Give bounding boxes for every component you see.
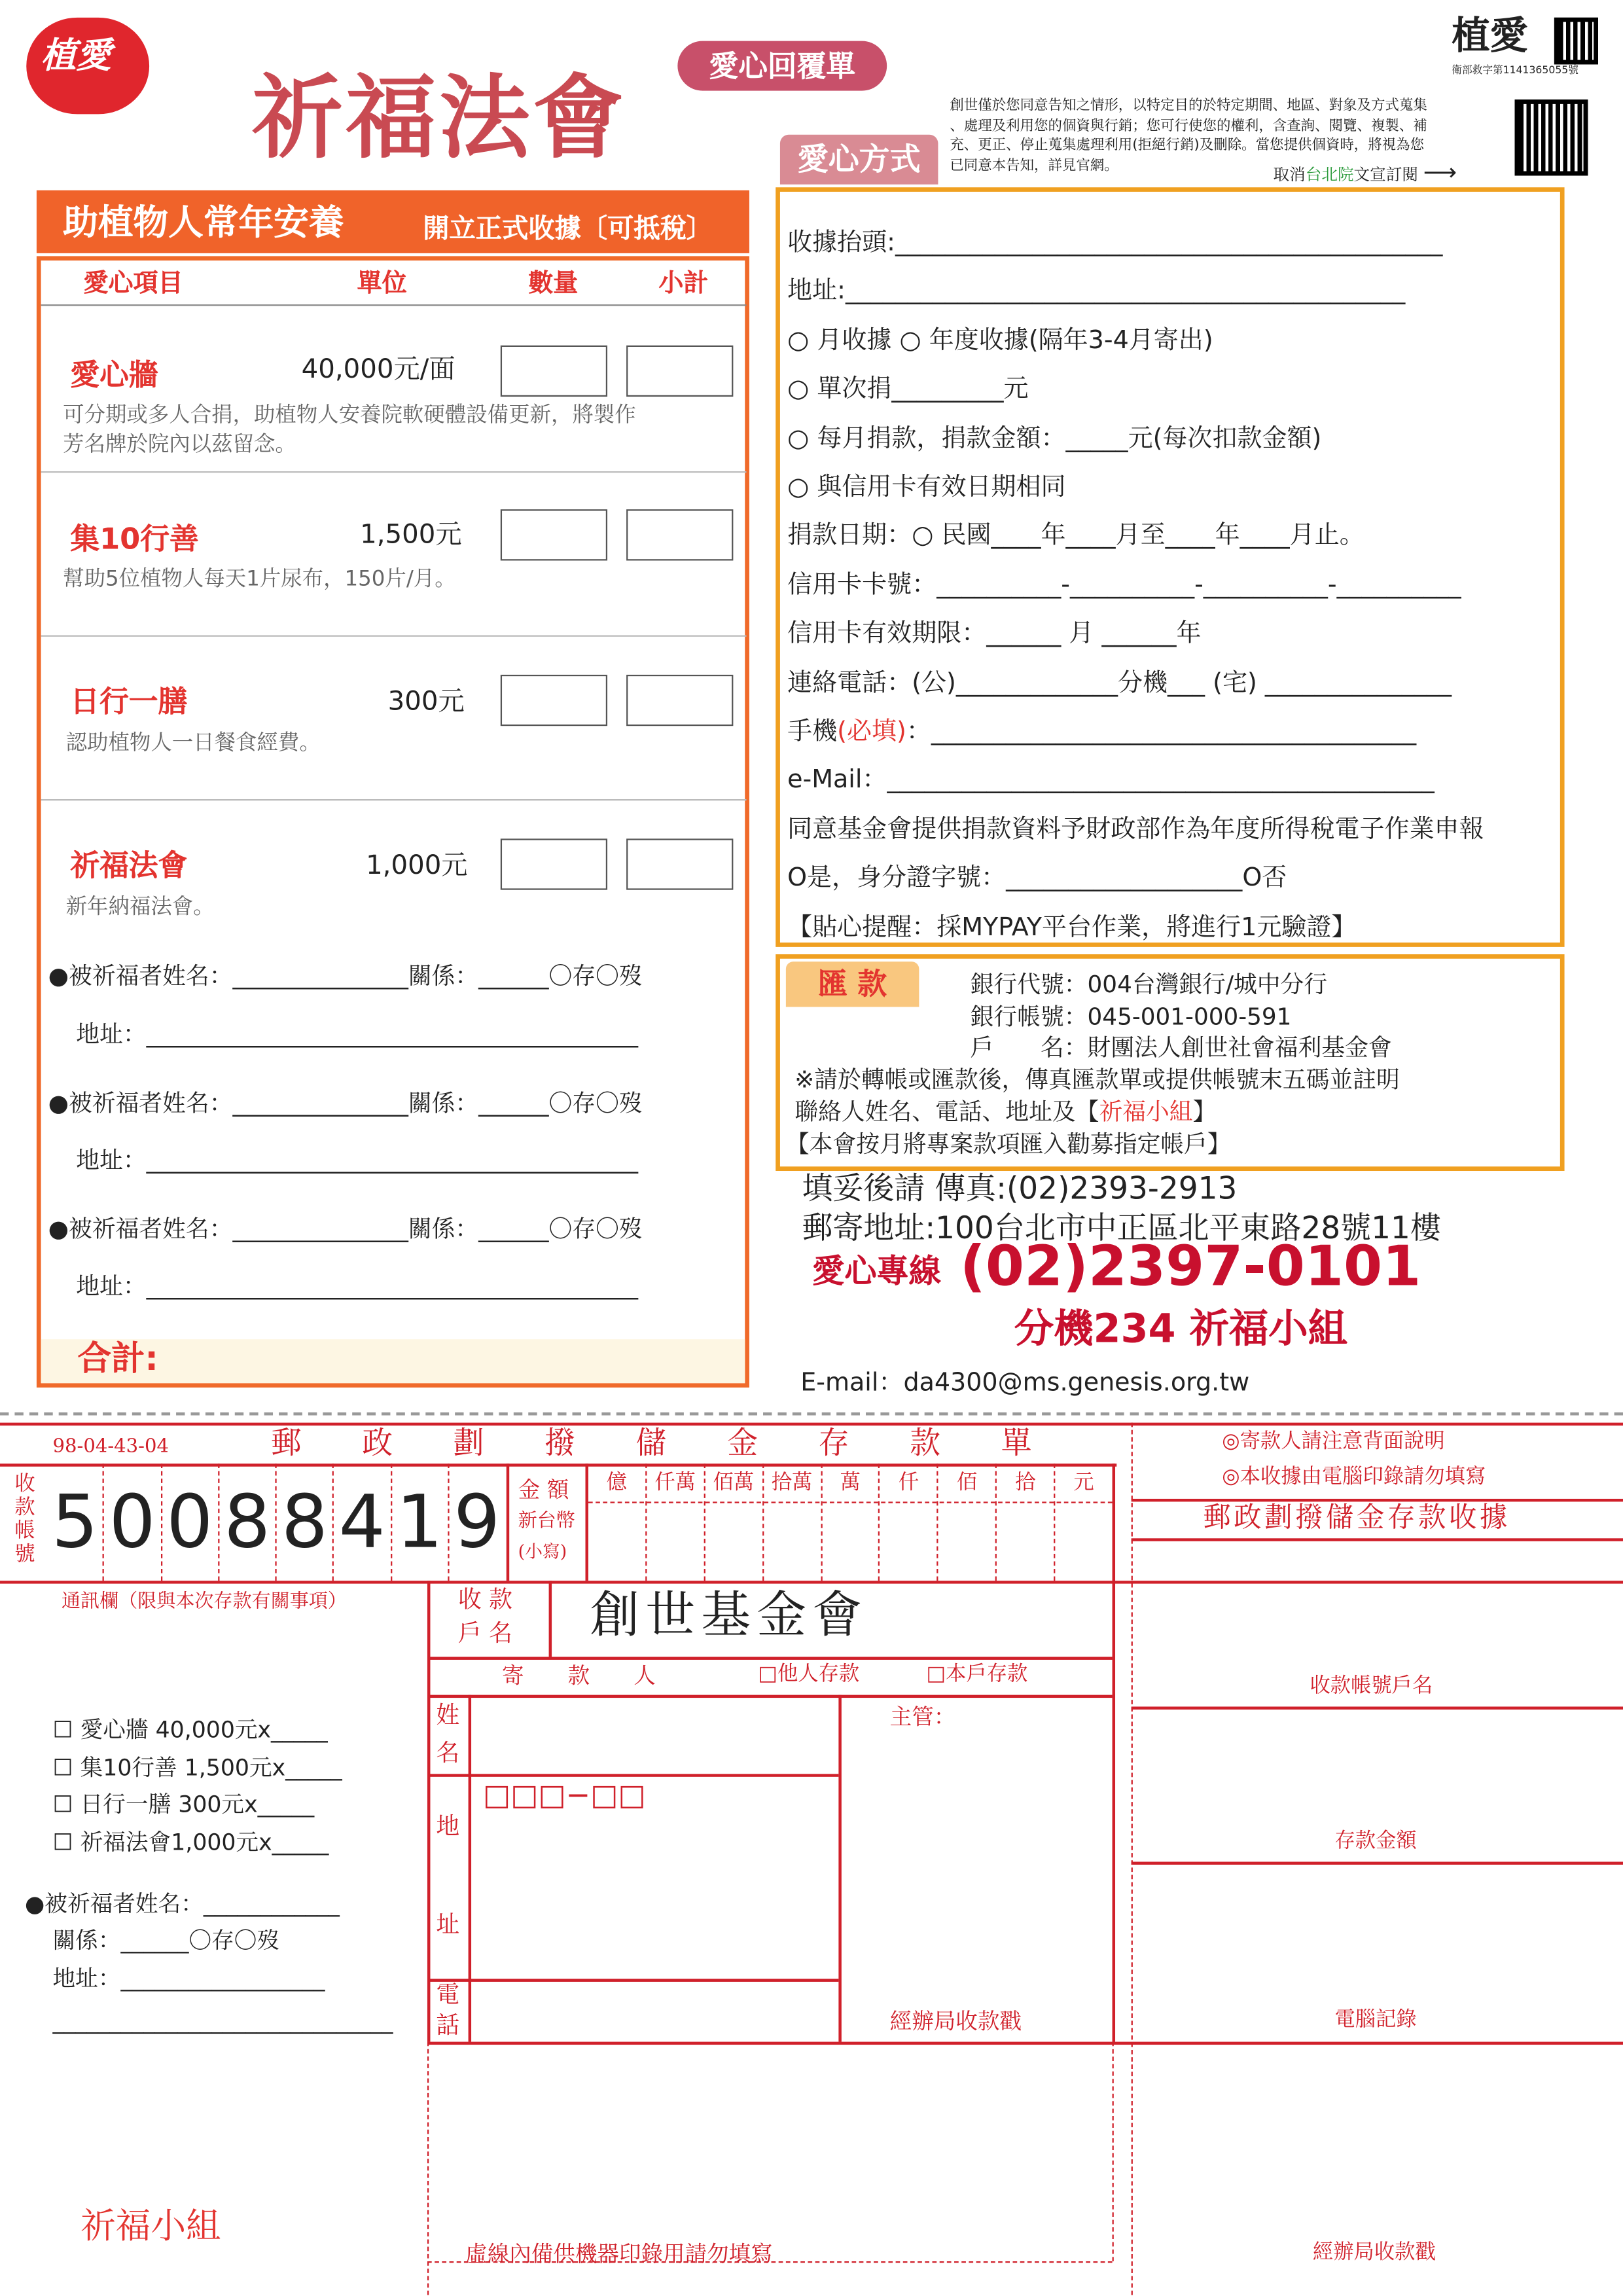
quantity-input[interactable] (501, 838, 607, 889)
col-header-item: 愛心項目 (83, 269, 183, 299)
item-desc: 可分期或多人合捐，助植物人安養院軟硬體設備更新，將製作 (63, 404, 636, 427)
own-deposit-checkbox[interactable]: □本戶存款 (926, 1662, 1028, 1687)
form-line (1132, 1706, 1623, 1709)
amount-unit: 佰 (938, 1463, 997, 1581)
subtotal-input[interactable] (626, 838, 733, 889)
memo-checkbox[interactable]: ☐ 日行一膳 300元x_____ (52, 1791, 315, 1818)
form-line (1113, 2042, 1114, 2261)
unsubscribe-link[interactable] (1274, 158, 1457, 187)
tax-consent-radio[interactable]: O是，身分證字號：___________________O否 (787, 864, 1287, 893)
left-header-title: 助植物人常年安養 (63, 202, 344, 243)
account-digit: 8 (277, 1463, 334, 1581)
machine-note: 虛線內備供機器印錄用請勿填寫 (465, 2240, 773, 2267)
form-line (588, 1501, 1113, 1503)
memo-checklist (53, 1712, 342, 1862)
title-char: 金 (727, 1426, 758, 1461)
mypay-reminder: 【貼心提醒：採MYPAY平台作業，將進行1元驗證】 (787, 912, 1357, 942)
remit-tag: 匯 款 (786, 961, 919, 1007)
item-price: 300元 (387, 686, 465, 717)
receipt-title: 郵政劃撥儲金存款收據 (1203, 1501, 1510, 1534)
same-as-card-radio[interactable]: ○ 與信用卡有效日期相同 (787, 473, 1066, 503)
item-name: 愛心牆 (70, 357, 158, 393)
title-char: 款 (910, 1426, 941, 1461)
total-label: 合計: (77, 1340, 158, 1379)
fax-number: 填妥後請 傳真:(02)2393-2913 (802, 1171, 1238, 1206)
remit-notes (785, 1064, 1400, 1161)
amount-unit: 億 (588, 1463, 647, 1581)
divider (41, 636, 747, 637)
payee-label: 戶 名 (457, 1619, 512, 1647)
unsubscribe-text: 取消 (1273, 165, 1306, 185)
phone-label: 電 (436, 1980, 460, 2009)
remit-note: ※請於轉帳或匯款後，傳真匯款單或提供帳號末五碼並註明 (794, 1065, 1400, 1094)
form-line (469, 1695, 471, 2042)
item-price: 1,500元 (360, 519, 462, 550)
amount-unit: 元 (1073, 1471, 1094, 1495)
memo-label: 通訊欄（限與本次存款有關事項） (61, 1590, 348, 1613)
qr-code-icon (1554, 18, 1598, 65)
left-header-subtitle: 開立正式收據〔可抵稅〕 (423, 213, 713, 245)
tax-consent-text: 同意基金會提供捐款資料予財政部作為年度所得稅電子作業申報 (787, 815, 1484, 845)
amount-unit: 佰萬 (705, 1463, 763, 1581)
address-field[interactable]: 地址:_____________________________________________ (787, 277, 1406, 307)
receipt-computer-label: 電腦記錄 (1334, 2008, 1417, 2032)
monthly-donation-radio[interactable]: ○ 每月捐款，捐款金額：_____元(每次扣款金額) (787, 423, 1322, 454)
amount-unit: 拾 (997, 1463, 1055, 1581)
form-line (427, 2042, 429, 2295)
name-label: 姓 (436, 1700, 460, 1729)
logo-text: 植愛 (41, 35, 111, 77)
qr-code-icon (1515, 99, 1588, 175)
form-line (838, 1695, 841, 2042)
form-line (549, 1581, 552, 1657)
card-expiry-field[interactable]: 信用卡有效期限：______ 月 ______年 (787, 619, 1202, 649)
memo-address-line[interactable]: ______________________________ (52, 2008, 393, 2035)
page-title: 祈福法會 (251, 64, 627, 171)
account-digit: 1 (391, 1463, 449, 1581)
receipt-type-radio[interactable]: ○ 月收據 ○ 年度收據(隔年3-4月寄出) (787, 326, 1213, 355)
unsubscribe-text: 文宣訂閱 (1353, 165, 1418, 185)
account-number (47, 1463, 505, 1581)
blessing-name-field[interactable]: ●被祈福者姓名：_______________關係：______〇存〇歿 (48, 1088, 643, 1117)
left-header-bar (37, 190, 749, 253)
subtotal-input[interactable] (626, 675, 733, 726)
donation-method-lines (787, 219, 1484, 953)
amount-label: 金 額 (518, 1477, 569, 1503)
form-line (427, 1657, 1113, 1659)
blessing-name-field[interactable]: ●被祈福者姓名：_______________關係：______〇存〇歿 (48, 961, 643, 990)
memo-checkbox[interactable]: ☐ 集10行善 1,500元x_____ (52, 1754, 342, 1781)
payee-name: 創世基金會 (590, 1587, 868, 1645)
card-number-field[interactable]: 信用卡卡號：__________-__________-__________-__________ (787, 570, 1461, 600)
blessing-address-field[interactable]: 地址：__________________________________________ (76, 1020, 639, 1049)
form-line (427, 1979, 838, 1981)
payee-label: 收 款 (457, 1585, 512, 1613)
subtotal-input[interactable] (626, 346, 733, 397)
blessing-address-field[interactable]: 地址：__________________________________________ (76, 1145, 639, 1174)
logo-heart (26, 18, 149, 115)
amount-unit: 拾萬 (764, 1463, 822, 1581)
col-header-qty: 數量 (528, 269, 579, 299)
hotline-extension: 分機234 祈福小組 (1014, 1306, 1348, 1353)
memo-checkbox[interactable]: ☐ 祈福法會1,000元x_____ (52, 1829, 329, 1856)
email-field[interactable]: e-Mail：____________________________________________ (787, 766, 1435, 796)
title-char: 儲 (635, 1426, 667, 1461)
hotline-label: 愛心專線 (812, 1254, 941, 1291)
memo-blessed-name[interactable]: ●被祈福者姓名：____________ (25, 1891, 340, 1918)
memo-checkbox[interactable]: ☐ 愛心牆 40,000元x_____ (52, 1717, 328, 1744)
other-deposit-checkbox[interactable]: □他人存款 (758, 1662, 860, 1687)
cut-line (0, 1412, 1623, 1415)
permit-number: 衛部救字第1141365055號 (1452, 64, 1578, 77)
item-desc: 芳名牌於院內以茲留念。 (63, 433, 296, 457)
memo-address[interactable]: 地址：__________________ (52, 1965, 325, 1992)
form-line (1113, 1463, 1115, 2041)
phone-field[interactable]: 連絡電話：(公)_____________分機___ (宅) _______________ (787, 668, 1452, 698)
remit-info (971, 969, 1392, 1063)
reply-badge: 愛心回覆單 (677, 41, 887, 91)
donation-period-field[interactable]: 捐款日期：○ 民國____年____月至____年____月止。 (787, 522, 1364, 551)
receipt-account-name-label: 收款帳號戶名 (1310, 1674, 1433, 1698)
supervisor-label: 主管： (889, 1704, 956, 1731)
address-label: 址 (436, 1910, 460, 1938)
amount-unit: 萬 (822, 1463, 880, 1581)
mailing-address: 郵寄地址:100台北市中正區北平東路28號11樓 (802, 1210, 1441, 1246)
total-bar (41, 1339, 745, 1383)
form-line (1132, 1538, 1623, 1541)
divider (41, 799, 747, 800)
blessing-name-field[interactable]: ●被祈福者姓名：_______________關係：______〇存〇歿 (48, 1215, 643, 1243)
privacy-line: 充、更正、停止蒐集處理利用(拒絕行銷)及刪除。當您提供個資時，將視為您 (950, 137, 1425, 154)
amount-note: (小寫) (518, 1541, 567, 1562)
form-title (271, 1426, 1032, 1462)
receipt-note: ◎寄款人請注意背面說明 (1222, 1429, 1445, 1454)
title-char: 劃 (453, 1426, 484, 1461)
subtotal-input[interactable] (626, 509, 733, 560)
arrow-right-icon: ⟶ (1423, 158, 1457, 187)
receipt-title-field[interactable]: 收據抬頭:____________________________________________ (787, 228, 1443, 258)
form-line (427, 1581, 430, 2041)
form-line (427, 1695, 1113, 1698)
receipt-note: ◎本收據由電腦印錄請勿填寫 (1222, 1465, 1486, 1489)
quantity-input[interactable] (501, 509, 607, 560)
account-digit: 0 (162, 1463, 219, 1581)
privacy-line: 創世僅於您同意告知之情形，以特定目的於特定期間、地區、對象及方式蒐集 (950, 98, 1427, 115)
address-label: 地 (436, 1812, 460, 1840)
bank-account: 銀行帳號：045-001-000-591 (970, 1001, 1292, 1030)
required-mark: (必填) (837, 717, 906, 747)
remit-note-text: 聯絡人姓名、電話、地址及【 (794, 1098, 1099, 1126)
form-line (427, 2042, 1623, 2045)
zip-code-boxes[interactable]: □□□−□□ (482, 1776, 646, 1812)
account-digit: 8 (219, 1463, 277, 1581)
receipt-amount-label: 存款金額 (1334, 1829, 1417, 1854)
unsubscribe-highlight: 台北院 (1305, 165, 1354, 185)
account-label: 收款帳號 (14, 1472, 35, 1566)
amount-currency: 新台幣 (518, 1510, 575, 1533)
amount-unit: 仟 (880, 1463, 938, 1581)
remit-note (794, 1096, 1400, 1128)
account-holder: 戶 名：財團法人創世社會福利基金會 (970, 1033, 1392, 1062)
title-char: 單 (1001, 1426, 1032, 1461)
amount-cells[interactable] (588, 1463, 1113, 1581)
account-digit: 0 (104, 1463, 162, 1581)
quantity-input[interactable] (501, 675, 607, 726)
mobile-blank: ：_______________________________________ (906, 717, 1417, 747)
blessing-address-field[interactable]: 地址：__________________________________________ (76, 1272, 639, 1300)
account-digit: 4 (334, 1463, 391, 1581)
item-desc: 認助植物人一日餐食經費。 (65, 732, 321, 755)
stamp-label: 經辦局收款戳 (889, 2008, 1022, 2035)
group-label: 祈福小組 (80, 2206, 221, 2247)
phone-label: 話 (436, 2011, 460, 2039)
memo-relation[interactable]: 關係：______〇存〇歿 (52, 1928, 280, 1954)
amount-unit: 仟萬 (647, 1463, 705, 1581)
bank-code: 銀行代號：004台灣銀行/城中分行 (970, 970, 1328, 999)
mobile-field[interactable] (787, 708, 1484, 757)
hotline-number: (02)2397-0101 (959, 1234, 1421, 1299)
col-header-unit: 單位 (357, 269, 407, 299)
form-code: 98-04-43-04 (52, 1435, 169, 1458)
account-digit: 5 (47, 1463, 105, 1581)
form-line (0, 1581, 1623, 1583)
name-label: 名 (436, 1738, 460, 1767)
account-digit: 9 (454, 1479, 501, 1565)
remit-note-highlight: 祈福小組 (1099, 1098, 1193, 1126)
single-donation-radio[interactable]: ○ 單次捐_________元 (787, 374, 1029, 404)
item-name: 祈福法會 (70, 847, 188, 883)
brand-name: 植愛 (1452, 14, 1528, 59)
item-name: 集10行善 (70, 521, 199, 556)
item-price: 1,000元 (366, 850, 468, 882)
divider (41, 304, 747, 306)
method-tab: 愛心方式 (780, 135, 938, 185)
privacy-line: 已同意本告知，詳見官網。 (950, 157, 1118, 173)
title-char: 撥 (544, 1426, 576, 1461)
form-line (1132, 1862, 1623, 1865)
item-price: 40,000元/面 (301, 354, 455, 386)
title-char: 政 (362, 1426, 393, 1461)
form-divider (1132, 1423, 1133, 2295)
item-desc: 新年納福法會。 (65, 895, 215, 920)
title-char: 存 (818, 1426, 849, 1461)
form-line (507, 1463, 509, 1581)
title-char: 郵 (270, 1426, 302, 1461)
remit-note: 【本會按月將專案款項匯入勸募指定帳戶】 (785, 1130, 1231, 1158)
privacy-line: 、處理及利用您的個資與行銷；您可行使您的權利，含查詢、閱覽、複製、補 (950, 118, 1427, 134)
item-name: 日行一膳 (70, 683, 188, 719)
contact-email: E-mail：da4300@ms.genesis.org.tw (800, 1368, 1250, 1398)
quantity-input[interactable] (501, 346, 607, 397)
col-header-subtotal: 小計 (658, 269, 709, 299)
item-desc: 幫助5位植物人每天1片尿布，150片/月。 (63, 567, 456, 592)
receipt-stamp-label: 經辦局收款戳 (1312, 2240, 1436, 2265)
remit-note-text: 】 (1192, 1098, 1217, 1126)
divider (41, 471, 747, 473)
sender-label: 寄 款 人 (502, 1662, 656, 1689)
mobile-label: 手機 (787, 717, 838, 747)
